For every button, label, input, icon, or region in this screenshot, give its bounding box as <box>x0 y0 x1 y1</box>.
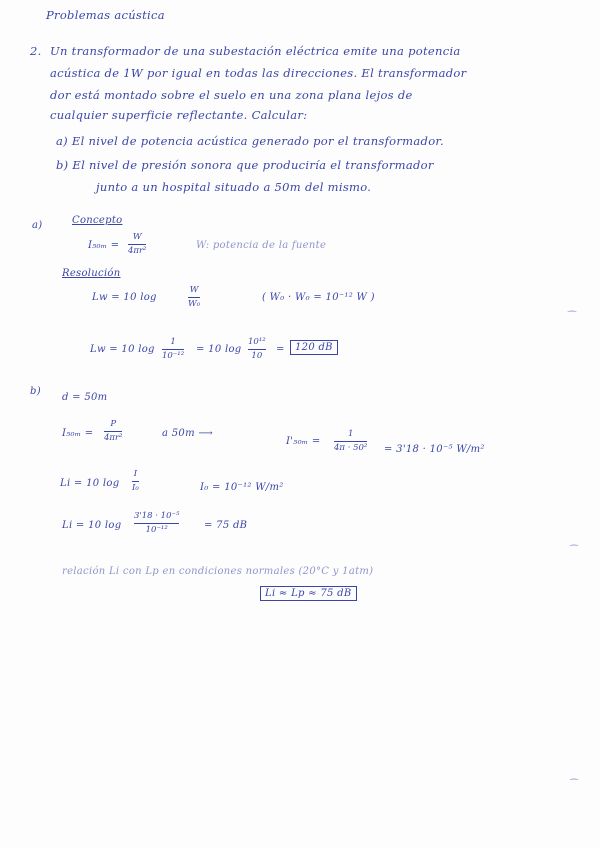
problem-number: 2. <box>30 44 42 58</box>
concept-formula-lhs: I₅₀ₘ = <box>88 240 120 251</box>
li2-fraction: 3'18 · 10⁻⁵ 10⁻¹² <box>134 511 180 535</box>
relation-line: relación Li con Lp en condiciones normales (20°C y 1atm) <box>62 566 374 577</box>
li-lhs: Li = 10 log <box>60 478 120 489</box>
scan-mark: ⁔ <box>568 302 577 313</box>
intensity-at-50m: a 50m ⟶ <box>162 428 213 439</box>
intensity-fraction: P 4πr² <box>104 419 123 443</box>
question-a: a) El nivel de potencia acústica generado por el transformador. <box>56 134 444 148</box>
question-b-continued: junto a un hospital situado a 50m del mismo. <box>96 180 372 194</box>
scan-mark: ⁔ <box>570 536 579 547</box>
li-fraction: I I₀ <box>132 469 139 493</box>
lw-fraction: W W₀ <box>188 285 201 309</box>
equals-sign: = <box>276 344 285 355</box>
solution-a-label: a) <box>32 220 43 231</box>
result-lw: 120 dB <box>290 340 338 355</box>
lw2-fraction-2: 10¹² 10 <box>248 337 266 361</box>
lw2-mid: = 10 log <box>196 344 242 355</box>
resolution-heading: Resolución <box>62 268 121 279</box>
problem-line-3: dor está montado sobre el suelo en una zona plana lejos de <box>50 88 413 102</box>
lw-reference: ( W₀ · W₀ = 10⁻¹² W ) <box>262 292 375 303</box>
concept-fraction: W 4πr² <box>128 232 147 256</box>
li2-lhs: Li = 10 log <box>62 520 122 531</box>
problem-line-2: acústica de 1W por igual en todas las direcciones. El transformador <box>50 66 467 80</box>
final-result: Li ≈ Lp ≈ 75 dB <box>260 586 357 601</box>
li-reference: I₀ = 10⁻¹² W/m² <box>200 482 284 493</box>
concepts-heading: Concepto <box>72 215 123 226</box>
li2-result: = 75 dB <box>204 520 248 531</box>
solution-b-label: b) <box>30 386 41 397</box>
problem-line-4: cualquier superficie reflectante. Calcular: <box>50 108 308 122</box>
lw-formula-lhs: Lw = 10 log <box>92 292 157 303</box>
page-title: Problemas acústica <box>46 8 165 22</box>
problem-line-1: Un transformador de una subestación eléctrica emite una potencia <box>50 44 461 58</box>
concept-note: W: potencia de la fuente <box>196 240 327 251</box>
lw2-lhs: Lw = 10 log <box>90 344 155 355</box>
intensity2-fraction: 1 4π · 50² <box>334 429 368 453</box>
intensity2-result: = 3'18 · 10⁻⁵ W/m² <box>384 444 485 455</box>
intensity2-lhs: I'₅₀ₘ = <box>286 436 321 447</box>
lw2-fraction: 1 10⁻¹² <box>162 337 185 361</box>
scan-mark: ⁔ <box>570 770 579 781</box>
question-b: b) El nivel de presión sonora que produciría el transformador <box>56 158 434 172</box>
intensity-lhs: I₅₀ₘ = <box>62 428 94 439</box>
distance-line: d = 50m <box>62 392 108 403</box>
